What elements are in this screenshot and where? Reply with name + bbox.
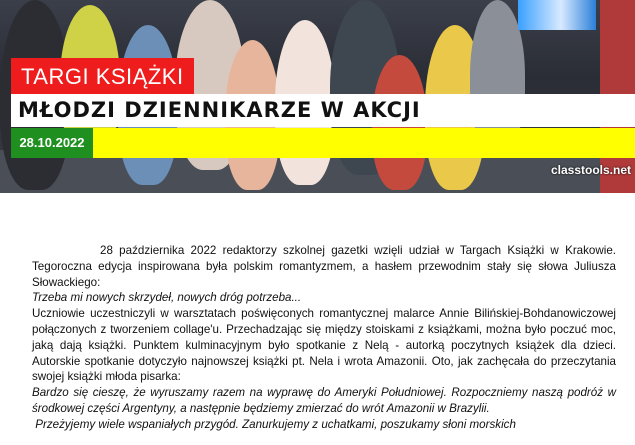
article-quote: Bardzo się cieszę, że wyruszamy razem na wyprawę do Ameryki Południowej. Rozpoczniemy naszą podróż w środkowej części Argentyny, a następnie będziemy zmierzać do wrót Amazonii w Brazylii. <box>32 386 616 415</box>
photo-screen <box>518 0 596 30</box>
article-paragraph: Uczniowie uczestniczyli w warsztatach poświęconych romantycznej malarce Annie Bilińskiej-Bohdanowiczowej połączonych z tworzeniem collage'u. Przechadzając się między stoiskami z książkami, można było poczuć moc, jaką dają książki. Punktem kulminacyjnym było spotkanie z Nelą - autorką poczytnych książek dla dzieci. Autorskie spotkanie dotyczyło najnowszej książki pt. Nela i wrota Amazonii. Oto, jak zachęcała do przeczytania swojej książki młoda pisarka: <box>32 307 616 384</box>
article-paragraph: 28 października 2022 redaktorzy szkolnej gazetki wzięli udział w Targach Książki w Krakowie. Tegoroczna edycja inspirowana była polskim romantyzmem, a hasłem przewodnim stały się słowa Juliusza Słowackiego: <box>32 244 616 289</box>
article-quote: Trzeba mi nowych skrzydeł, nowych dróg potrzeba... <box>32 291 302 305</box>
yellow-bar <box>93 128 635 158</box>
article-body <box>32 243 616 433</box>
article-quote: Przeżyjemy wiele wspaniałych przygód. Zanurkujemy z uchatkami, poszukamy słoni morskich <box>32 417 516 431</box>
page-subtitle: MŁODZI DZIENNIKARZE W AKCJI <box>18 98 421 122</box>
brand-watermark: classtools.net <box>550 163 631 177</box>
page-title: TARGI KSIĄŻKI <box>11 58 194 96</box>
date-badge: 28.10.2022 <box>11 128 93 158</box>
